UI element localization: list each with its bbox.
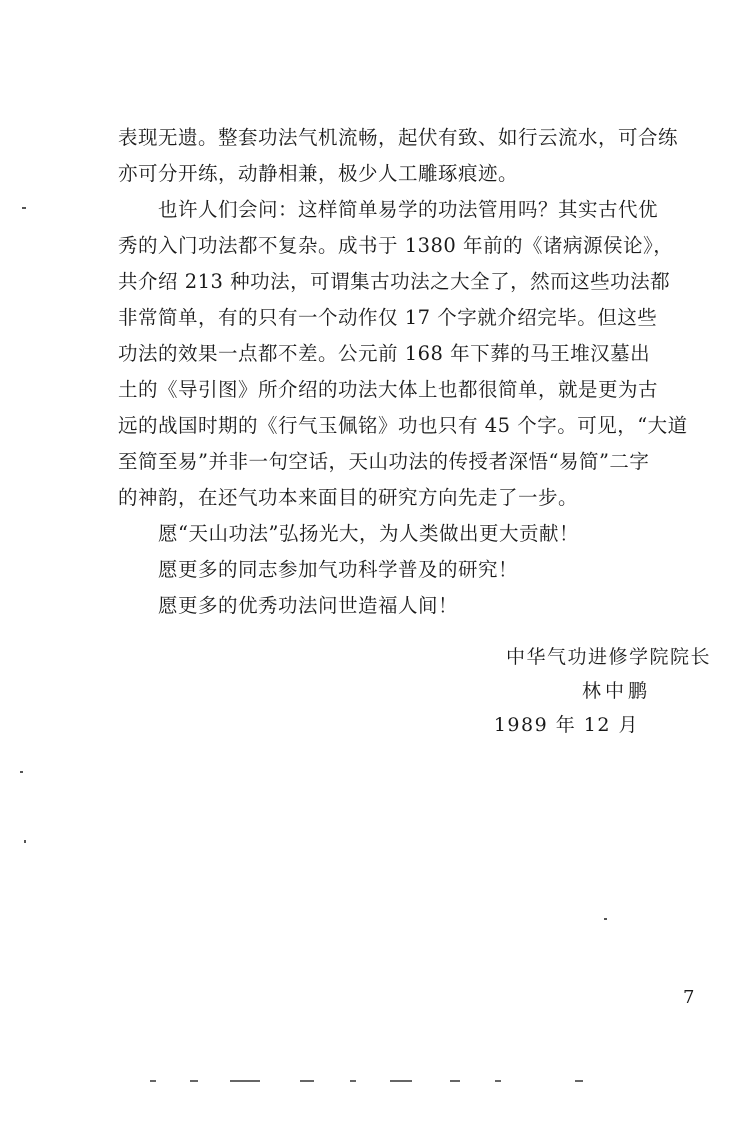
scan-speck xyxy=(604,918,607,920)
signature-name: 林中鹏 xyxy=(581,680,651,702)
text-line: 表现无遗。整套功法气机流畅，起伏有致、如行云流水，可合练 xyxy=(118,126,679,149)
scan-speck xyxy=(22,207,26,209)
wish-line: 愿更多的优秀功法问世造福人间！ xyxy=(158,594,459,617)
text-line: 亦可分开练，动静相兼，极少人工雕琢痕迹。 xyxy=(118,162,519,185)
signature-date: 1989 年 12 月 xyxy=(493,714,639,736)
signature-title: 中华气功进修学院院长 xyxy=(505,646,711,668)
text-line: 至简至易”并非一句空话，天山功法的传授者深悟“易简”二字 xyxy=(118,450,650,473)
scan-speck xyxy=(24,840,26,843)
text-line: 非常简单，有的只有一个动作仅 17 个字就介绍完毕。但这些 xyxy=(118,306,658,329)
signature-block xyxy=(494,640,711,742)
text-line: 共介绍 213 种功法，可谓集古功法之大全了，然而这些功法都 xyxy=(118,270,671,293)
page-number: 7 xyxy=(683,987,695,1008)
wish-line: 愿“天山功法”弘扬光大，为人类做出更大贡献！ xyxy=(158,522,579,545)
wish-line: 愿更多的同志参加气功科学普及的研究！ xyxy=(158,558,519,581)
text-line: 的神韵，在还气功本来面目的研究方向先走了一步。 xyxy=(118,486,579,509)
scan-edge-noise xyxy=(150,1080,600,1084)
scan-speck xyxy=(20,771,23,773)
text-line: 功法的效果一点都不差。公元前 168 年下葬的马王堆汉墓出 xyxy=(118,342,651,365)
text-line: 秀的入门功法都不复杂。成书于 1380 年前的《诸病源侯论》， xyxy=(118,234,674,257)
text-line: 远的战国时期的《行气玉佩铭》功也只有 45 个字。可见，“大道 xyxy=(118,414,688,437)
text-line: 土的《导引图》所介绍的功法大体上也都很简单，就是更为古 xyxy=(118,378,659,401)
text-line: 也许人们会问：这样简单易学的功法管用吗？其实古代优 xyxy=(158,198,659,221)
body-text xyxy=(118,120,718,624)
